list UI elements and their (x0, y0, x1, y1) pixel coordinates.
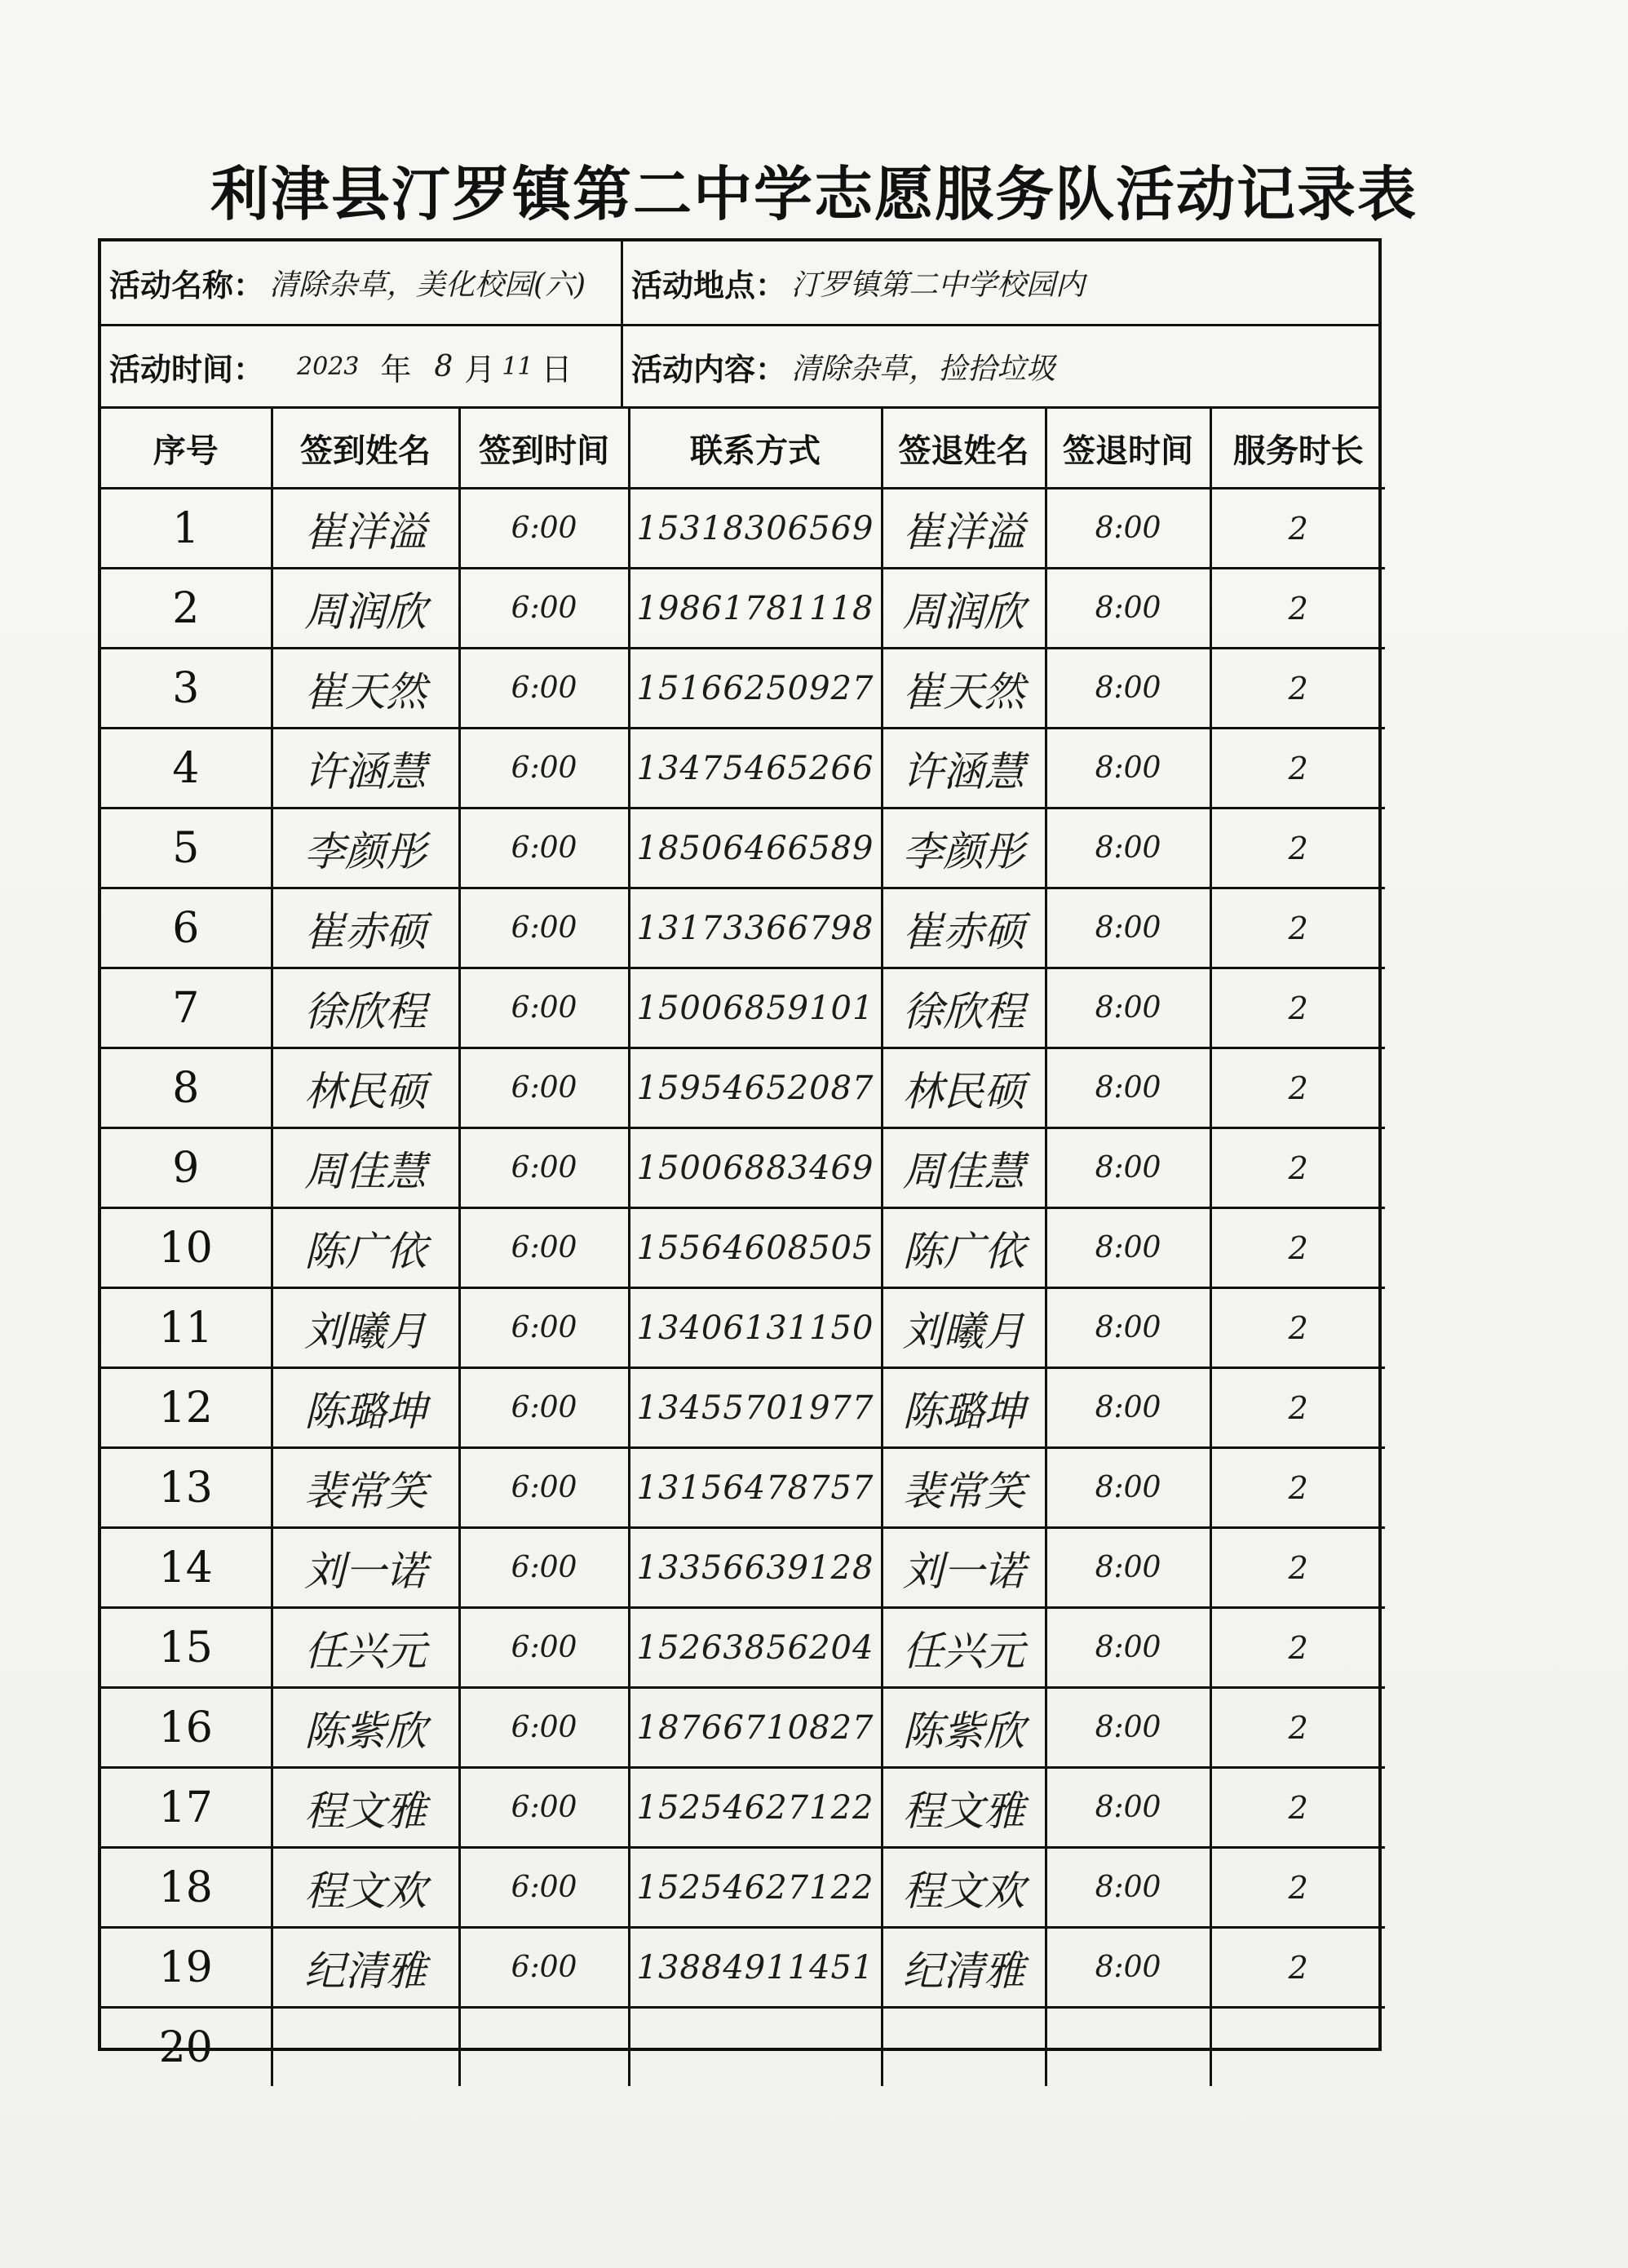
contact-phone: 13406131150 (629, 1288, 882, 1368)
table-row (101, 1208, 1385, 1288)
signout-time: 8:00 (1046, 1288, 1210, 1368)
signin-time: 6:00 (459, 1208, 629, 1288)
signout-name: 纪清雅 (882, 1928, 1046, 2008)
service-duration: 2 (1210, 1048, 1385, 1128)
table-row (101, 1608, 1385, 1688)
row-seq: 17 (101, 1768, 272, 1848)
signin-time: 6:00 (459, 649, 629, 729)
row-seq: 2 (101, 569, 272, 649)
table-row (101, 808, 1385, 888)
row-seq: 20 (101, 2008, 272, 2087)
signin-name: 任兴元 (272, 1608, 459, 1688)
signin-name: 纪清雅 (272, 1928, 459, 2008)
signin-name: 陈广依 (272, 1208, 459, 1288)
contact-phone: 13173366798 (629, 888, 882, 968)
contact-phone: 13884911451 (629, 1928, 882, 2008)
table-row (101, 1368, 1385, 1448)
signin-name: 刘一诺 (272, 1528, 459, 1608)
table-row (101, 649, 1385, 729)
signout-time: 8:00 (1046, 1928, 1210, 2008)
signout-time: 8:00 (1046, 1128, 1210, 1208)
service-duration: 2 (1210, 808, 1385, 888)
table-row (101, 2008, 1385, 2087)
service-duration: 2 (1210, 968, 1385, 1048)
row-seq: 7 (101, 968, 272, 1048)
signin-name: 许涵慧 (272, 729, 459, 808)
row-seq: 18 (101, 1848, 272, 1928)
signout-name: 刘一诺 (882, 1528, 1046, 1608)
signout-time (1046, 2008, 1210, 2087)
signin-time: 6:00 (459, 1688, 629, 1768)
table-row (101, 1768, 1385, 1848)
signin-name (272, 2008, 459, 2087)
row-seq: 1 (101, 489, 272, 569)
signout-name: 徐欣程 (882, 968, 1046, 1048)
service-duration: 2 (1210, 569, 1385, 649)
header-signout-name: 签退姓名 (882, 409, 1046, 489)
contact-phone: 13156478757 (629, 1448, 882, 1528)
row-seq: 6 (101, 888, 272, 968)
service-duration: 2 (1210, 1288, 1385, 1368)
activity-content-value: 清除杂草，捡拾垃圾 (791, 352, 1056, 386)
contact-phone: 15263856204 (629, 1608, 882, 1688)
signout-name: 陈璐坤 (882, 1368, 1046, 1448)
table-body (101, 489, 1385, 2087)
activity-content-label: 活动内容： (631, 351, 787, 388)
signout-time: 8:00 (1046, 569, 1210, 649)
activity-year-unit: 年 (380, 351, 412, 388)
table-row (101, 1928, 1385, 2008)
activity-month-unit: 月 (464, 351, 496, 388)
signout-name: 崔天然 (882, 649, 1046, 729)
page-title: 利津县汀罗镇第二中学志愿服务队活动记录表 (210, 159, 1418, 228)
signout-time: 8:00 (1046, 1608, 1210, 1688)
header-signin-name: 签到姓名 (272, 409, 459, 489)
service-duration: 2 (1210, 888, 1385, 968)
signin-name: 林民硕 (272, 1048, 459, 1128)
signin-name: 陈璐坤 (272, 1368, 459, 1448)
activity-name-value: 清除杂草，美化校园(六) (269, 268, 586, 302)
contact-phone: 15564608505 (629, 1208, 882, 1288)
activity-place-cell (623, 241, 1378, 324)
table-row (101, 1288, 1385, 1368)
service-duration: 2 (1210, 489, 1385, 569)
row-seq: 5 (101, 808, 272, 888)
contact-phone: 15254627122 (629, 1848, 882, 1928)
activity-name-label: 活动名称： (109, 268, 265, 303)
contact-phone: 15006859101 (629, 968, 882, 1048)
signin-time: 6:00 (459, 1368, 629, 1448)
row-seq: 10 (101, 1208, 272, 1288)
row-seq: 3 (101, 649, 272, 729)
contact-phone: 15006883469 (629, 1128, 882, 1208)
signin-time: 6:00 (459, 729, 629, 808)
signout-name: 林民硕 (882, 1048, 1046, 1128)
table-row (101, 1528, 1385, 1608)
signin-name: 裴常笑 (272, 1448, 459, 1528)
service-duration: 2 (1210, 729, 1385, 808)
signin-time (459, 2008, 629, 2087)
row-seq: 12 (101, 1368, 272, 1448)
signin-name: 崔洋溢 (272, 489, 459, 569)
table-row (101, 1688, 1385, 1768)
signin-time: 6:00 (459, 1928, 629, 2008)
activity-month-value: 8 (434, 349, 453, 383)
signout-time: 8:00 (1046, 808, 1210, 888)
signin-time: 6:00 (459, 968, 629, 1048)
service-duration: 2 (1210, 1368, 1385, 1448)
service-duration (1210, 2008, 1385, 2087)
row-seq: 14 (101, 1528, 272, 1608)
signout-name (882, 2008, 1046, 2087)
table-row (101, 968, 1385, 1048)
signout-name: 许涵慧 (882, 729, 1046, 808)
signout-time: 8:00 (1046, 968, 1210, 1048)
contact-phone: 18766710827 (629, 1688, 882, 1768)
signin-time: 6:00 (459, 808, 629, 888)
contact-phone: 18506466589 (629, 808, 882, 888)
signin-time: 6:00 (459, 489, 629, 569)
activity-day-value: 11 (502, 352, 533, 381)
signout-time: 8:00 (1046, 888, 1210, 968)
table-row (101, 569, 1385, 649)
activity-place-value: 汀罗镇第二中学校园内 (791, 268, 1086, 302)
signout-name: 周润欣 (882, 569, 1046, 649)
info-row-time-content (101, 326, 1378, 409)
signout-time: 8:00 (1046, 1848, 1210, 1928)
contact-phone: 13455701977 (629, 1368, 882, 1448)
signout-time: 8:00 (1046, 1208, 1210, 1288)
signin-name: 周佳慧 (272, 1128, 459, 1208)
contact-phone: 15166250927 (629, 649, 882, 729)
signout-time: 8:00 (1046, 1528, 1210, 1608)
header-seq: 序号 (101, 409, 272, 489)
signin-name: 李颜彤 (272, 808, 459, 888)
signin-time: 6:00 (459, 888, 629, 968)
row-seq: 4 (101, 729, 272, 808)
contact-phone: 15318306569 (629, 489, 882, 569)
signout-time: 8:00 (1046, 1368, 1210, 1448)
service-duration: 2 (1210, 1688, 1385, 1768)
contact-phone: 13356639128 (629, 1528, 882, 1608)
activity-place-label: 活动地点： (631, 268, 787, 303)
activity-name-cell (101, 241, 623, 324)
activity-content-cell (623, 326, 1378, 406)
signout-name: 陈广依 (882, 1208, 1046, 1288)
record-form (98, 238, 1382, 2072)
service-duration: 2 (1210, 1528, 1385, 1608)
activity-time-label: 活动时间： (109, 351, 265, 388)
row-seq: 11 (101, 1288, 272, 1368)
row-seq: 15 (101, 1608, 272, 1688)
service-duration: 2 (1210, 1448, 1385, 1528)
signout-name: 周佳慧 (882, 1128, 1046, 1208)
service-duration: 2 (1210, 1848, 1385, 1928)
signin-name: 徐欣程 (272, 968, 459, 1048)
service-duration: 2 (1210, 1208, 1385, 1288)
table-row (101, 729, 1385, 808)
signin-name: 刘曦月 (272, 1288, 459, 1368)
signout-time: 8:00 (1046, 729, 1210, 808)
signin-time: 6:00 (459, 1848, 629, 1928)
signout-name: 崔洋溢 (882, 489, 1046, 569)
signout-time: 8:00 (1046, 649, 1210, 729)
table-row (101, 1048, 1385, 1128)
signin-time: 6:00 (459, 1608, 629, 1688)
signout-time: 8:00 (1046, 489, 1210, 569)
signin-name: 程文雅 (272, 1768, 459, 1848)
header-signin-time: 签到时间 (459, 409, 629, 489)
service-duration: 2 (1210, 1128, 1385, 1208)
table-row (101, 888, 1385, 968)
signin-name: 陈紫欣 (272, 1688, 459, 1768)
signout-name: 李颜彤 (882, 808, 1046, 888)
row-seq: 16 (101, 1688, 272, 1768)
contact-phone: 19861781118 (629, 569, 882, 649)
activity-year-value: 2023 (297, 352, 360, 381)
signout-name: 裴常笑 (882, 1448, 1046, 1528)
signin-time: 6:00 (459, 1768, 629, 1848)
signin-time: 6:00 (459, 569, 629, 649)
signin-time: 6:00 (459, 1448, 629, 1528)
signout-name: 陈紫欣 (882, 1688, 1046, 1768)
signin-name: 崔赤硕 (272, 888, 459, 968)
signin-name: 崔天然 (272, 649, 459, 729)
activity-time-cell (101, 326, 623, 406)
signout-time: 8:00 (1046, 1688, 1210, 1768)
activity-day-unit: 日 (541, 351, 573, 388)
signout-name: 崔赤硕 (882, 888, 1046, 968)
signin-time: 6:00 (459, 1288, 629, 1368)
header-duration: 服务时长 (1210, 409, 1385, 489)
header-signout-time: 签退时间 (1046, 409, 1210, 489)
signout-time: 8:00 (1046, 1448, 1210, 1528)
row-seq: 8 (101, 1048, 272, 1128)
contact-phone: 15254627122 (629, 1768, 882, 1848)
signin-time: 6:00 (459, 1128, 629, 1208)
contact-phone: 15954652087 (629, 1048, 882, 1128)
table-row (101, 1848, 1385, 1928)
signout-name: 任兴元 (882, 1608, 1046, 1688)
service-duration: 2 (1210, 649, 1385, 729)
contact-phone: 13475465266 (629, 729, 882, 808)
signout-time: 8:00 (1046, 1048, 1210, 1128)
signin-name: 程文欢 (272, 1848, 459, 1928)
table-row (101, 1128, 1385, 1208)
contact-phone (629, 2008, 882, 2087)
signout-name: 程文欢 (882, 1848, 1046, 1928)
info-row-name-place (101, 241, 1378, 326)
service-duration: 2 (1210, 1608, 1385, 1688)
signin-time: 6:00 (459, 1528, 629, 1608)
row-seq: 19 (101, 1928, 272, 2008)
row-seq: 13 (101, 1448, 272, 1528)
signin-time: 6:00 (459, 1048, 629, 1128)
table-row (101, 489, 1385, 569)
row-seq: 9 (101, 1128, 272, 1208)
table-row (101, 1448, 1385, 1528)
signout-time: 8:00 (1046, 1768, 1210, 1848)
header-contact: 联系方式 (629, 409, 882, 489)
table-header-row (101, 409, 1385, 489)
signin-name: 周润欣 (272, 569, 459, 649)
signout-name: 程文雅 (882, 1768, 1046, 1848)
service-duration: 2 (1210, 1768, 1385, 1848)
service-duration: 2 (1210, 1928, 1385, 2008)
signout-name: 刘曦月 (882, 1288, 1046, 1368)
sign-in-table (101, 409, 1385, 2086)
